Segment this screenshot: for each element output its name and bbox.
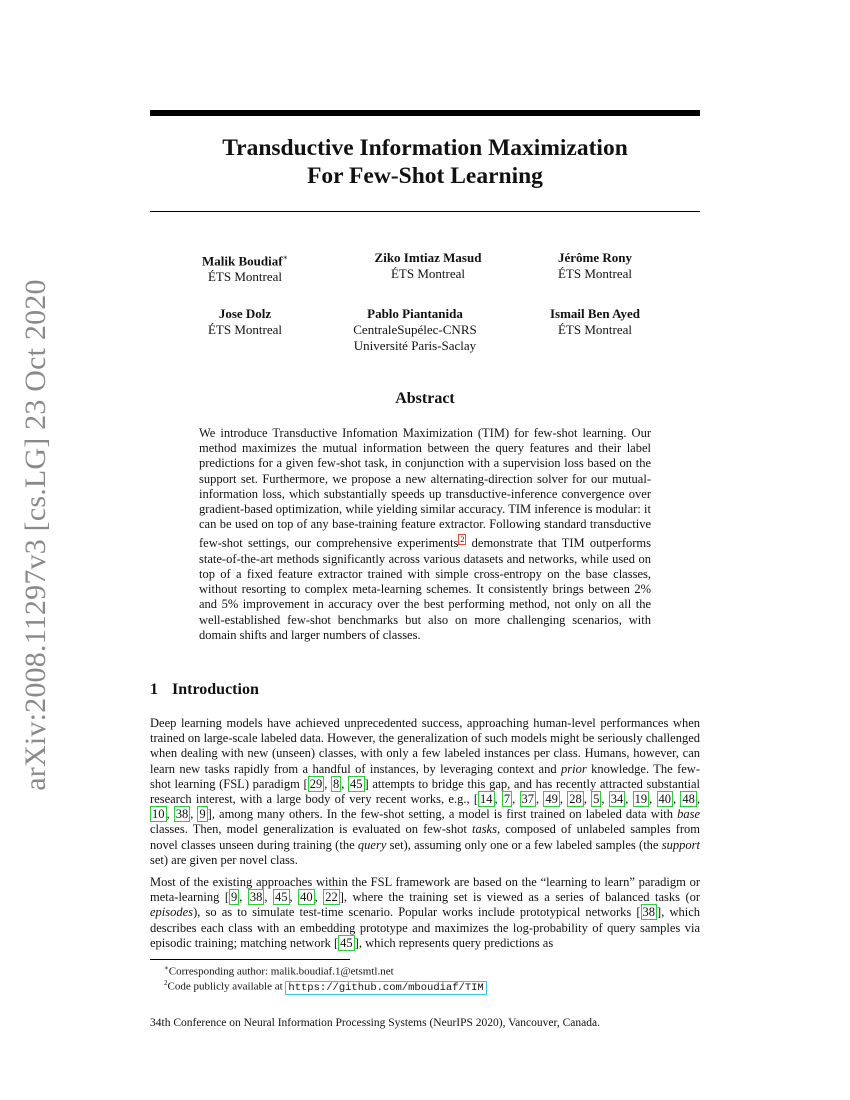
citation-link[interactable]: 45 bbox=[340, 935, 353, 950]
author-block bbox=[525, 306, 665, 338]
section-heading-introduction bbox=[150, 681, 259, 699]
text-run: ], where the training set is viewed as a series of balanced tasks (or bbox=[339, 890, 701, 905]
citation-link[interactable]: 8 bbox=[332, 776, 340, 791]
citation-link[interactable]: 40 bbox=[658, 792, 671, 807]
footnote-mark: ∗ bbox=[164, 964, 169, 972]
citation-link[interactable]: 7 bbox=[503, 792, 511, 807]
emphasis: base bbox=[677, 807, 701, 822]
intro-paragraph-2: Most of the existing approaches within the FSL framework are based on the “learning to learn” paradigm or meta-learning [ 9 , 38 , 45 , 40 , 22 ], where the training set is viewed as a series of balanced tasks (or episodes), so as to simulate test-time scenario. Popular works include prototypical networks [ 38 ], which describes each class with an embedding prototype and maximizes the log-probability of query samples via episodic training; matching network [ 45 ], which represents query predictions as bbox=[150, 875, 701, 950]
author-affiliation: CentraleSupélec-CNRS bbox=[353, 322, 477, 337]
title-line-2: For Few-Shot Learning bbox=[307, 163, 543, 189]
emphasis: support bbox=[661, 837, 700, 852]
citation-link[interactable]: 19 bbox=[634, 792, 648, 807]
citation-link[interactable]: 38 bbox=[175, 807, 189, 822]
emphasis: prior bbox=[560, 761, 587, 776]
author-name: Jérôme Rony bbox=[557, 250, 632, 265]
title-bottom-rule bbox=[150, 211, 700, 212]
footnote-link[interactable]: 2 bbox=[460, 535, 465, 545]
author-block bbox=[180, 250, 310, 285]
citation-link[interactable]: 38 bbox=[249, 890, 263, 905]
citation-link[interactable]: 28 bbox=[569, 792, 582, 807]
citation-link[interactable]: 5 bbox=[593, 792, 600, 807]
text-run: ], among many others. In the few-shot setting, a model is first trained on labeled data with bbox=[207, 807, 678, 822]
emphasis: episodes bbox=[150, 905, 194, 920]
author-affiliation: ÉTS Montreal bbox=[557, 322, 632, 337]
text-run: Most of the existing approaches within the FSL framework are based on the “learning to learn” paradigm or meta-learning [ bbox=[150, 875, 700, 905]
author-affiliation: ÉTS Montreal bbox=[390, 266, 465, 281]
paper-title bbox=[150, 134, 700, 190]
citation-link[interactable]: 38 bbox=[642, 905, 656, 920]
author-name: Jose Dolz bbox=[218, 306, 272, 321]
citation-link[interactable]: 9 bbox=[231, 890, 238, 905]
emphasis: query bbox=[357, 837, 387, 852]
author-block bbox=[180, 306, 310, 338]
citation-link[interactable]: 10 bbox=[152, 807, 165, 822]
author-block bbox=[335, 306, 495, 354]
text-run: classes. Then, model generalization is evaluated on few-shot bbox=[150, 822, 472, 837]
author-affiliation: ÉTS Montreal bbox=[557, 266, 632, 281]
citation-link[interactable]: 29 bbox=[309, 776, 323, 791]
text-run: ], which represents query predictions as bbox=[354, 935, 554, 950]
text-run: ], which describes each class with an embedding prototype and maximizes the log-probability of query samples via episodic training; matching network [ bbox=[150, 905, 700, 950]
author-name: Malik Boudiaf bbox=[202, 253, 283, 269]
author-affiliation: ÉTS Montreal bbox=[207, 322, 282, 337]
citation-link[interactable]: 14 bbox=[480, 792, 493, 807]
citation-link[interactable]: 48 bbox=[682, 792, 695, 807]
text-run: set), assuming only one or a few labeled samples (the bbox=[386, 837, 662, 852]
corresponding-author-mark: ∗ bbox=[282, 253, 288, 262]
footnote-rule bbox=[150, 959, 350, 960]
conference-footer: 34th Conference on Neural Information Processing Systems (NeurIPS 2020), Vancouver, Canada. bbox=[150, 1017, 600, 1029]
citation-link[interactable]: 45 bbox=[275, 890, 288, 905]
section-title: Introduction bbox=[172, 681, 259, 698]
footnote-mark: 2 bbox=[164, 979, 168, 987]
abstract-text-part: We introduce Transductive Infomation Maximization (TIM) for few-shot learning. Our method maximizes the mutual information between the query features and their label predictions for a given few-shot task, in conjunction with a supervision loss based on the support set. Furthermore, we propose a new alternating-direction solver for our mutual-information loss, which substantially speeds up transductive-inference convergence over gradient-based optimization, while yielding similar accuracy. TIM inference is modular: it can be used on top of any base-training feature extractor. Following standard transductive few-shot settings, our comprehensive experiments bbox=[199, 426, 651, 551]
citation-link[interactable]: 9 bbox=[199, 807, 206, 822]
text-run: , composed of unlabeled samples from novel classes unseen during training (the bbox=[150, 822, 700, 852]
abstract-heading: Abstract bbox=[395, 390, 455, 407]
author-name: Ziko Imtiaz Masud bbox=[374, 250, 482, 265]
text-run: Deep learning models have achieved unprecedented success, approaching human-level performances when trained on large-scale labeled data. However, the generalization of such models might be seriously challenged when dealing with new (unseen) classes, with only a few labeled instances per class. Humans, however, can learn new tasks rapidly from a handful of instances, by leveraging context and bbox=[150, 716, 700, 776]
citation-link[interactable]: 49 bbox=[545, 792, 558, 807]
citation-link[interactable]: 40 bbox=[300, 890, 313, 905]
footnote-text: Code publicly available at bbox=[167, 980, 286, 993]
emphasis: tasks bbox=[471, 822, 497, 837]
author-affiliation-secondary: Université Paris-Saclay bbox=[353, 338, 477, 353]
footnote-2 bbox=[164, 977, 487, 995]
arxiv-identifier-stamp: arXiv:2008.11297v3 [cs.LG] 23 Oct 2020 bbox=[19, 279, 52, 791]
author-block bbox=[530, 250, 660, 282]
author-name: Ismail Ben Ayed bbox=[549, 306, 641, 321]
text-run: ] attempts to bridge this gap, and has recently attracted substantial research interest, with a large body of very recent works, e.g., [ bbox=[150, 776, 701, 807]
abstract-text bbox=[199, 426, 651, 643]
author-block bbox=[348, 250, 508, 282]
citation-link[interactable]: 37 bbox=[521, 792, 534, 807]
citation-link[interactable]: 34 bbox=[610, 792, 624, 807]
title-line-1: Transductive Information Maximization bbox=[222, 135, 628, 161]
code-repository-link[interactable]: https://github.com/mboudiaf/TIM bbox=[285, 981, 486, 995]
author-affiliation: ÉTS Montreal bbox=[207, 269, 282, 285]
citation-link[interactable]: 22 bbox=[325, 890, 338, 905]
title-top-rule bbox=[150, 110, 700, 116]
text-run: knowledge. The few-shot learning (FSL) paradigm [ bbox=[150, 761, 700, 791]
author-name: Pablo Piantanida bbox=[367, 306, 463, 321]
citation-link[interactable]: 45 bbox=[350, 776, 363, 791]
section-number: 1 bbox=[150, 681, 158, 698]
abstract-text-part: demonstrate that TIM outperforms state-of-the-art methods significantly across various datasets and networks, while used on top of a fixed feature extractor trained with simple cross-entropy on the base classes, without resorting to complex meta-learning schemes. It consistently brings between 2% and 5% improvement in accuracy over the best performing method, not only on all the well-established few-shot benchmarks but also on more challenging scenarios, with domain shifts and larger numbers of classes. bbox=[199, 536, 651, 642]
intro-paragraph-1: Deep learning models have achieved unprecedented success, approaching human-level performances when trained on large-scale labeled data. However, the generalization of such models might be seriously challenged when dealing with new (unseen) classes, with only a few labeled instances per class. Humans, however, can learn new tasks rapidly from a handful of instances, by leveraging context and prior knowledge. The few-shot learning (FSL) paradigm [ 29 , 8 , 45 ] attempts to bridge this gap, and has recently attracted substantial research interest, with a large body of very recent works, e.g., [ 14 , 7 , 37 , 49 , 28 , 5 , 34 , 19 , 40 , 48 , 10 , 38 , 9 ], among many others. In the few-shot setting, a model is first trained on labeled data with base classes. Then, model generalization is evaluated on few-shot tasks, composed of unlabeled samples from novel classes unseen during training (the query set), assuming only one or a few labeled samples (the support set) are given per novel class. bbox=[150, 716, 701, 867]
text-run: ), so as to simulate test-time scenario. Popular works include prototypical networks [ bbox=[193, 905, 641, 920]
text-run: set) are given per novel class. bbox=[150, 852, 298, 867]
footnote-text: Corresponding author: malik.boudiaf.1@etsmtl.net bbox=[168, 965, 394, 978]
